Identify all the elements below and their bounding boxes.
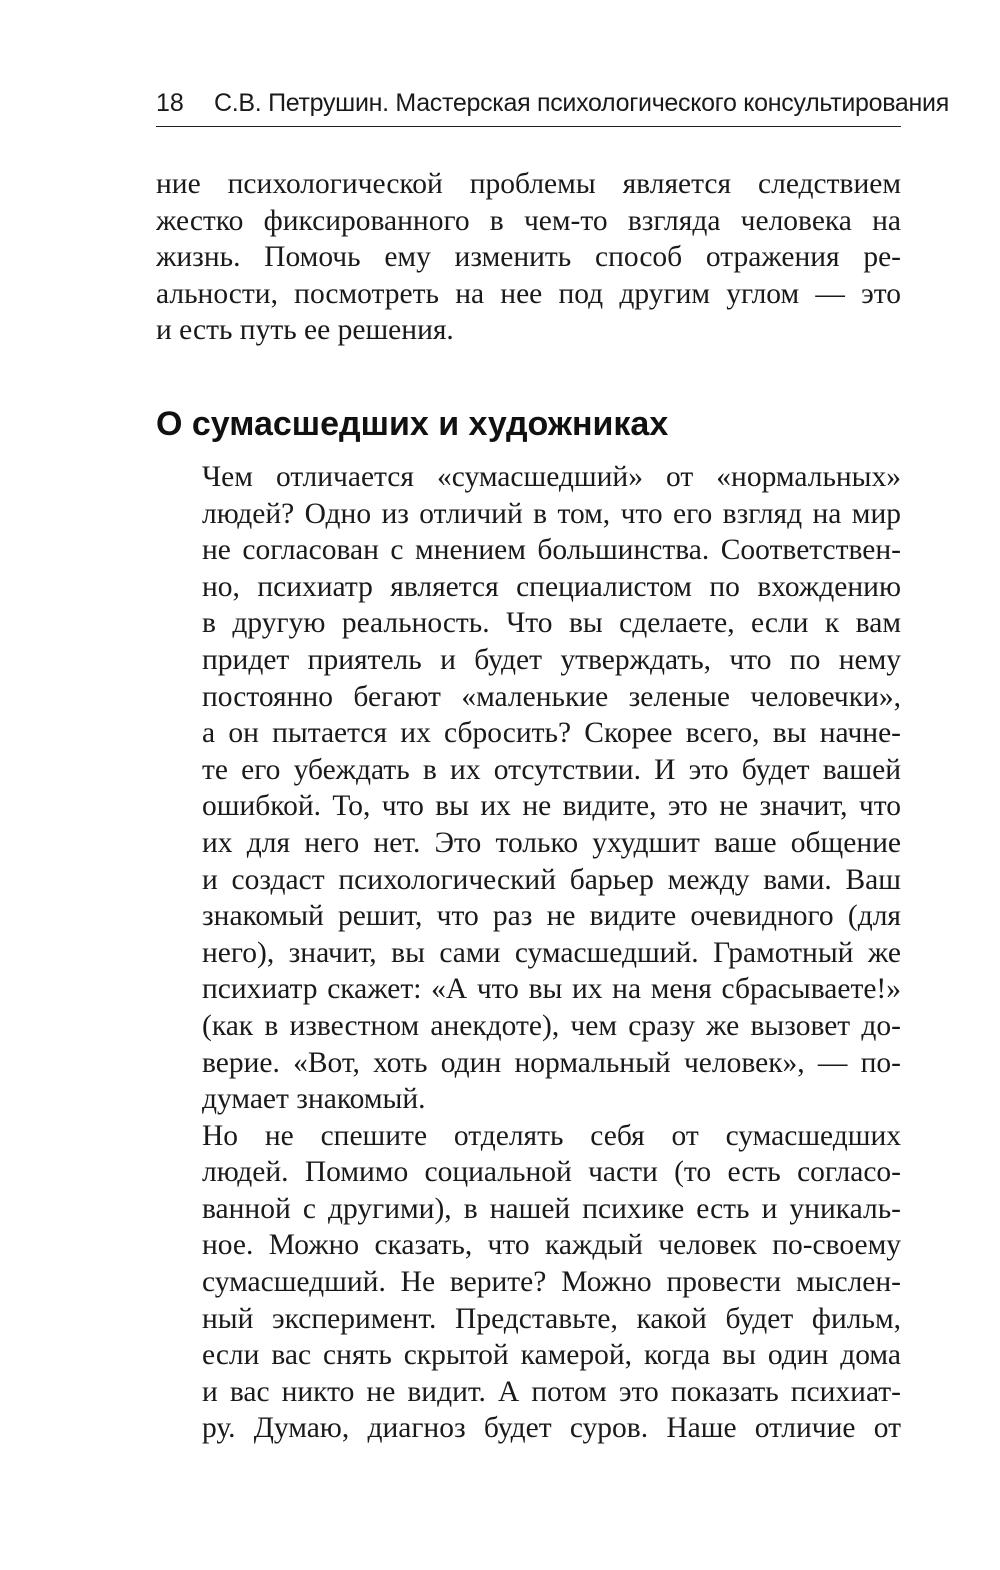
section-heading: О сумасшедших и художниках	[156, 405, 669, 443]
text-line: ру. Думаю, диагноз будет суров. Наше отличие от	[202, 1412, 901, 1445]
text-line: людей? Одно из отличий в том, что его взгляд на мир	[202, 497, 901, 530]
text-line: их для него нет. Это только ухудшит ваше общение	[202, 826, 901, 859]
text-line: и вас никто не видит. А потом это показать психиат-	[202, 1375, 901, 1408]
text-line: не согласован с мнением большинства. Соответствен-	[202, 534, 901, 567]
text-line: постоянно бегают «маленькие зеленые человечки»,	[202, 680, 901, 713]
text-line: ванной с другими), в нашей психике есть и уникаль-	[202, 1192, 901, 1225]
text-line: и есть путь ее решения.	[156, 314, 454, 347]
text-line: придет приятель и будет утверждать, что по нему	[202, 643, 901, 676]
text-line: жизнь. Помочь ему изменить способ отражения ре-	[156, 241, 901, 274]
text-line: ный эксперимент. Представьте, какой будет фильм,	[202, 1302, 901, 1335]
paragraph-2	[156, 1118, 901, 1447]
text-line: Чем отличается «сумасшедший» от «нормальных»	[202, 461, 901, 493]
text-line: жестко фиксированного в чем-то взгляда человека на	[156, 204, 901, 237]
text-line: и создаст психологический барьер между вами. Ваш	[202, 863, 901, 896]
text-line: него), значит, вы сами сумасшедший. Грамотный же	[202, 936, 901, 969]
paragraph-1	[156, 459, 901, 1118]
text-line: думает знакомый.	[202, 1083, 426, 1116]
text-line: ошибкой. То, что вы их не видите, это не значит, что	[202, 790, 901, 823]
running-header	[156, 86, 949, 127]
text-line: ное. Можно сказать, что каждый человек по-своему	[202, 1229, 901, 1262]
section-body	[156, 459, 901, 1447]
running-title: С.В. Петрушин. Мастерская психологического консультирования	[214, 89, 949, 117]
text-line: психиатр скажет: «А что вы их на меня сбрасываете!»	[202, 973, 901, 1006]
intro-paragraph	[156, 166, 901, 349]
page-number: 18	[156, 89, 184, 117]
intro-paragraph-text	[156, 166, 901, 349]
text-line: верие. «Вот, хоть один нормальный человек», — по-	[202, 1046, 901, 1079]
text-line: сумасшедший. Не верите? Можно провести мыслен-	[202, 1266, 901, 1299]
text-line: те его убеждать в их отсутствии. И это будет вашей	[202, 753, 901, 786]
text-line: ние психологической проблемы является следствием	[156, 168, 901, 200]
text-line: знакомый решит, что раз не видите очевидного (для	[202, 900, 901, 933]
text-line: альности, посмотреть на нее под другим углом — это	[156, 277, 901, 310]
text-line: Но не спешите отделять себя от сумасшедших	[202, 1119, 901, 1152]
text-line: но, психиатр является специалистом по вхождению	[202, 570, 901, 603]
text-line: если вас снять скрытой камерой, когда вы один дома	[202, 1339, 901, 1372]
text-line: людей. Помимо социальной части (то есть согласо-	[202, 1156, 901, 1189]
text-line: (как в известном анекдоте), чем сразу же вызовет до-	[202, 1009, 901, 1042]
text-line: а он пытается их сбросить? Скорее всего, вы начне-	[202, 717, 901, 750]
text-line: в другую реальность. Что вы сделаете, если к вам	[202, 607, 901, 640]
